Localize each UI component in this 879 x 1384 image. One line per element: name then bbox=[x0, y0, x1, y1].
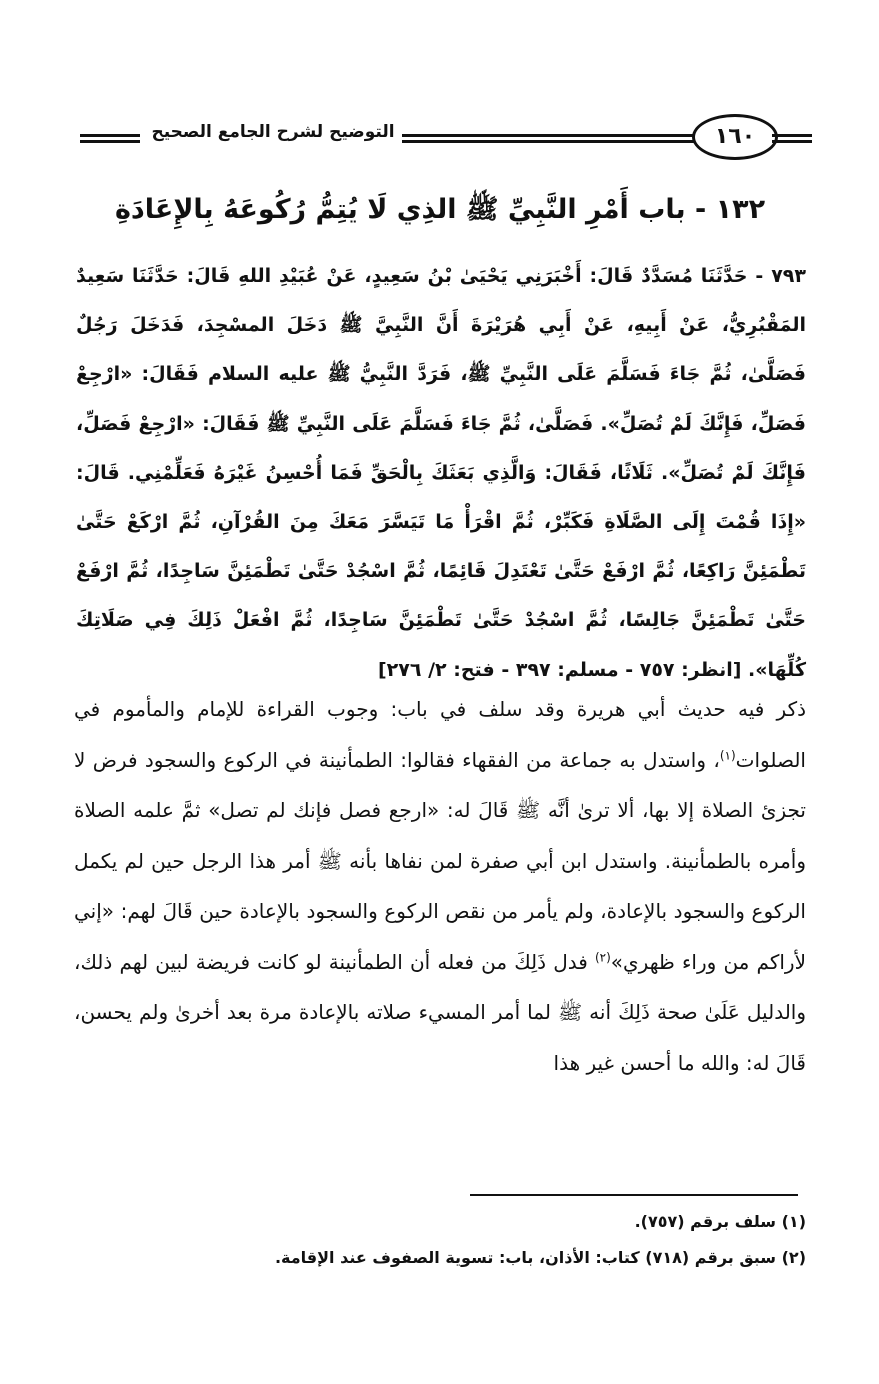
footnote-ref-1: (١) bbox=[719, 747, 736, 762]
footnote-1: (١) سلف برقم (٧٥٧). bbox=[634, 1212, 806, 1231]
commentary-part-3: فدل ذَلِكَ من فعله أن الطمأنينة لو كانت فريضة لبين لهم ذلك، والدليل عَلَىٰ صحة ذَلِكَ أنه ﷺ لما أمر المسيء صلاته بالإعادة مرة بعد أخرىٰ ولم يحسن، قَالَ له: والله ما أحسن غير هذا bbox=[74, 949, 806, 1075]
running-header bbox=[72, 108, 804, 164]
chapter-heading: ١٣٢ - باب أَمْرِ النَّبِيِّ ﷺ الذِي لَا يُتِمُّ رُكُوعَهُ بِالإِعَادَةِ bbox=[114, 194, 766, 225]
hadith-text: ٧٩٣ - حَدَّثَنَا مُسَدَّدٌ قَالَ: أَخْبَرَنِي يَحْيَىٰ بْنُ سَعِيدٍ، عَنْ عُبَيْدِ اللهِ قَالَ: حَدَّثَنَا سَعِيدٌ المَقْبُرِيُّ، عَنْ أَبِيهِ، عَنْ أَبِي هُرَيْرَةَ أَنَّ النَّبِيَّ ﷺ دَخَلَ المسْجِدَ، فَدَخَلَ رَجُلٌ فَصَلَّىٰ، ثُمَّ جَاءَ فَسَلَّمَ عَلَى النَّبِيِّ ﷺ، فَرَدَّ النَّبِيُّ ﷺ عليه السلام فَقَالَ: «ارْجِعْ فَصَلِّ، فَإِنَّكَ لَمْ تُصَلِّ». فَصَلَّىٰ، ثُمَّ جَاءَ فَسَلَّمَ عَلَى النَّبِيِّ ﷺ فَقَالَ: «ارْجِعْ فَصَلِّ، فَإِنَّكَ لَمْ تُصَلِّ». ثَلَاثًا، فَقَالَ: وَالَّذِي بَعَثَكَ بِالْحَقِّ فَمَا أُحْسِنُ غَيْرَهُ فَعَلِّمْنِي. قَالَ: «إِذَا قُمْتَ إِلَى الصَّلَاةِ فَكَبِّرْ، ثُمَّ اقْرَأْ مَا تَيَسَّرَ مَعَكَ مِنَ القُرْآنِ، ثُمَّ ارْكَعْ حَتَّىٰ تَطْمَئِنَّ رَاكِعًا، ثُمَّ ارْفَعْ حَتَّىٰ تَعْتَدِلَ قَائِمًا، ثُمَّ اسْجُدْ حَتَّىٰ تَطْمَئِنَّ سَاجِدًا، ثُمَّ ارْفَعْ حَتَّىٰ تَطْمَئِنَّ جَالِسًا، ثُمَّ اسْجُدْ حَتَّىٰ تَطْمَئِنَّ سَاجِدًا، ثُمَّ افْعَلْ ذَلِكَ فِي صَلَاتِكَ كُلِّهَا». [انظر: ٧٥٧ - مسلم: ٣٩٧ - فتح: ٢/ ٢٧٦] bbox=[76, 265, 806, 681]
commentary-text bbox=[74, 684, 806, 1088]
footnote-separator bbox=[470, 1194, 798, 1196]
page-number: ١٦٠ bbox=[692, 114, 778, 160]
footnotes bbox=[74, 1204, 806, 1276]
footnote-2: (٢) سبق برقم (٧١٨) كتاب: الأذان، باب: تسوية الصفوف عند الإقامة. bbox=[274, 1248, 806, 1267]
header-rule-middle bbox=[402, 134, 702, 144]
running-title: التوضيح لشرح الجامع الصحيح bbox=[151, 122, 395, 142]
commentary-part-2: ، واستدل به جماعة من الفقهاء فقالوا: الطمأنينة في الركوع والسجود فرض لا تجزئ الصلاة إلا بها، ألا ترىٰ أنَّه ﷺ قَالَ له: «ارجع فصل فإنك لم تصل» ثمَّ علمه الصلاة وأمره بالطمأنينة. واستدل ابن أبي صفرة لمن نفاها بأنه ﷺ أمر هذا الرجل حين لم يكمل الركوع والسجود بالإعادة، ولم يأمر من نقص الركوع والسجود بالإعادة حين قَالَ لهم: «إني لأراكم من وراء ظهري» bbox=[74, 747, 806, 974]
commentary-part-1: ذكر فيه حديث أبي هريرة وقد سلف في باب: وجوب القراءة للإمام والمأموم في الصلوات bbox=[74, 697, 806, 772]
footnote-ref-2: (٢) bbox=[594, 949, 611, 964]
header-rule-right bbox=[772, 134, 812, 144]
header-rule-left bbox=[80, 134, 140, 144]
